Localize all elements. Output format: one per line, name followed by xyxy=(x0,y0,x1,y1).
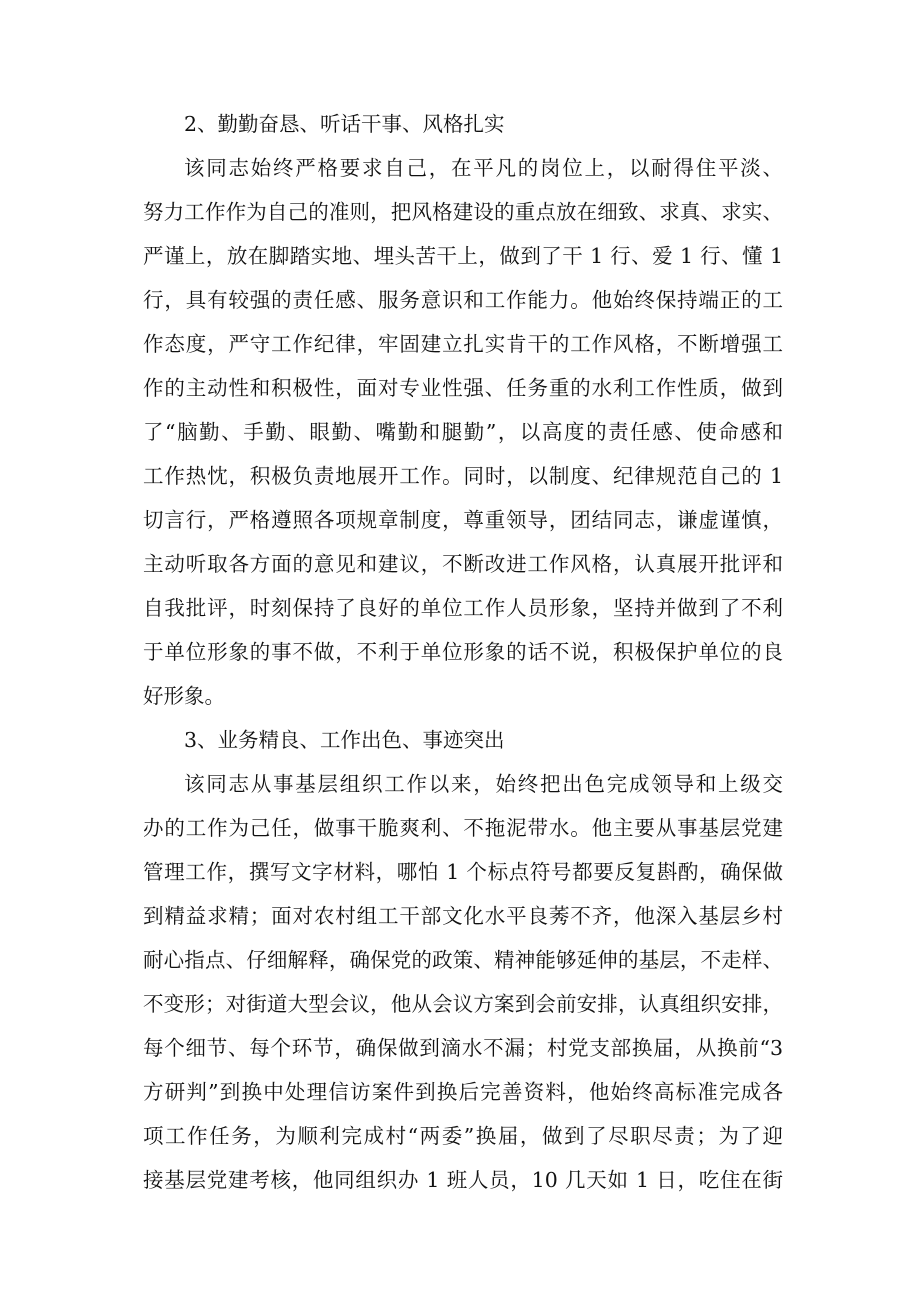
paragraph-line: 切言行，严格遵照各项规章制度，尊重领导，团结同志，谦虚谨慎， xyxy=(143,508,783,532)
paragraph-line: 努力工作作为自己的准则，把风格建设的重点放在细致、求真、求实、 xyxy=(143,200,783,224)
paragraph-line: 主动听取各方面的意见和建议，不断改进工作风格，认真展开批评和 xyxy=(143,552,783,576)
section-3-heading: 3、业务精良、工作出色、事迹突出 xyxy=(184,728,505,752)
paragraph-line: 好形象。 xyxy=(143,684,225,708)
paragraph-line: 办的工作为己任，做事干脆爽利、不拖泥带水。他主要从事基层党建 xyxy=(143,816,783,840)
paragraph-line: 严谨上，放在脚踏实地、埋头苦干上，做到了干 1 行、爱 1 行、懂 1 xyxy=(143,244,783,268)
paragraph-line: 该同志始终严格要求自己，在平凡的岗位上，以耐得住平淡、 xyxy=(184,156,783,180)
paragraph-line: 耐心指点、仔细解释，确保党的政策、精神能够延伸的基层，不走样、 xyxy=(143,948,783,972)
paragraph-line: 作态度，严守工作纪律，牢固建立扎实肯干的工作风格，不断增强工 xyxy=(143,332,783,356)
paragraph-line: 方研判”到换中处理信访案件到换后完善资料，他始终高标准完成各 xyxy=(143,1080,783,1104)
paragraph-line: 接基层党建考核，他同组织办 1 班人员，10 几天如 1 日，吃住在街 xyxy=(143,1168,783,1192)
paragraph-line: 每个细节、每个环节，确保做到滴水不漏；村党支部换届，从换前“3 xyxy=(143,1036,783,1060)
paragraph-line: 行，具有较强的责任感、服务意识和工作能力。他始终保持端正的工 xyxy=(143,288,783,312)
paragraph-line: 项工作任务，为顺利完成村“两委”换届，做到了尽职尽责；为了迎 xyxy=(143,1124,783,1148)
paragraph-line: 于单位形象的事不做，不利于单位形象的话不说，积极保护单位的良 xyxy=(143,640,783,664)
paragraph-line: 工作热忱，积极负责地展开工作。同时，以制度、纪律规范自己的 1 xyxy=(143,464,783,488)
paragraph-line: 作的主动性和积极性，面对专业性强、任务重的水利工作性质，做到 xyxy=(143,376,783,400)
paragraph-line: 不变形；对街道大型会议，他从会议方案到会前安排，认真组织安排， xyxy=(143,992,783,1016)
paragraph-line: 自我批评，时刻保持了良好的单位工作人员形象，坚持并做到了不利 xyxy=(143,596,783,620)
paragraph-line: 该同志从事基层组织工作以来，始终把出色完成领导和上级交 xyxy=(184,772,783,796)
section-2-heading: 2、勤勤奋恳、听话干事、风格扎实 xyxy=(184,112,505,136)
paragraph-line: 了“脑勤、手勤、眼勤、嘴勤和腿勤”，以高度的责任感、使命感和 xyxy=(143,420,783,444)
paragraph-line: 管理工作，撰写文字材料，哪怕 1 个标点符号都要反复斟酌，确保做 xyxy=(143,860,783,884)
paragraph-line: 到精益求精；面对农村组工干部文化水平良莠不齐，他深入基层乡村 xyxy=(143,904,783,928)
